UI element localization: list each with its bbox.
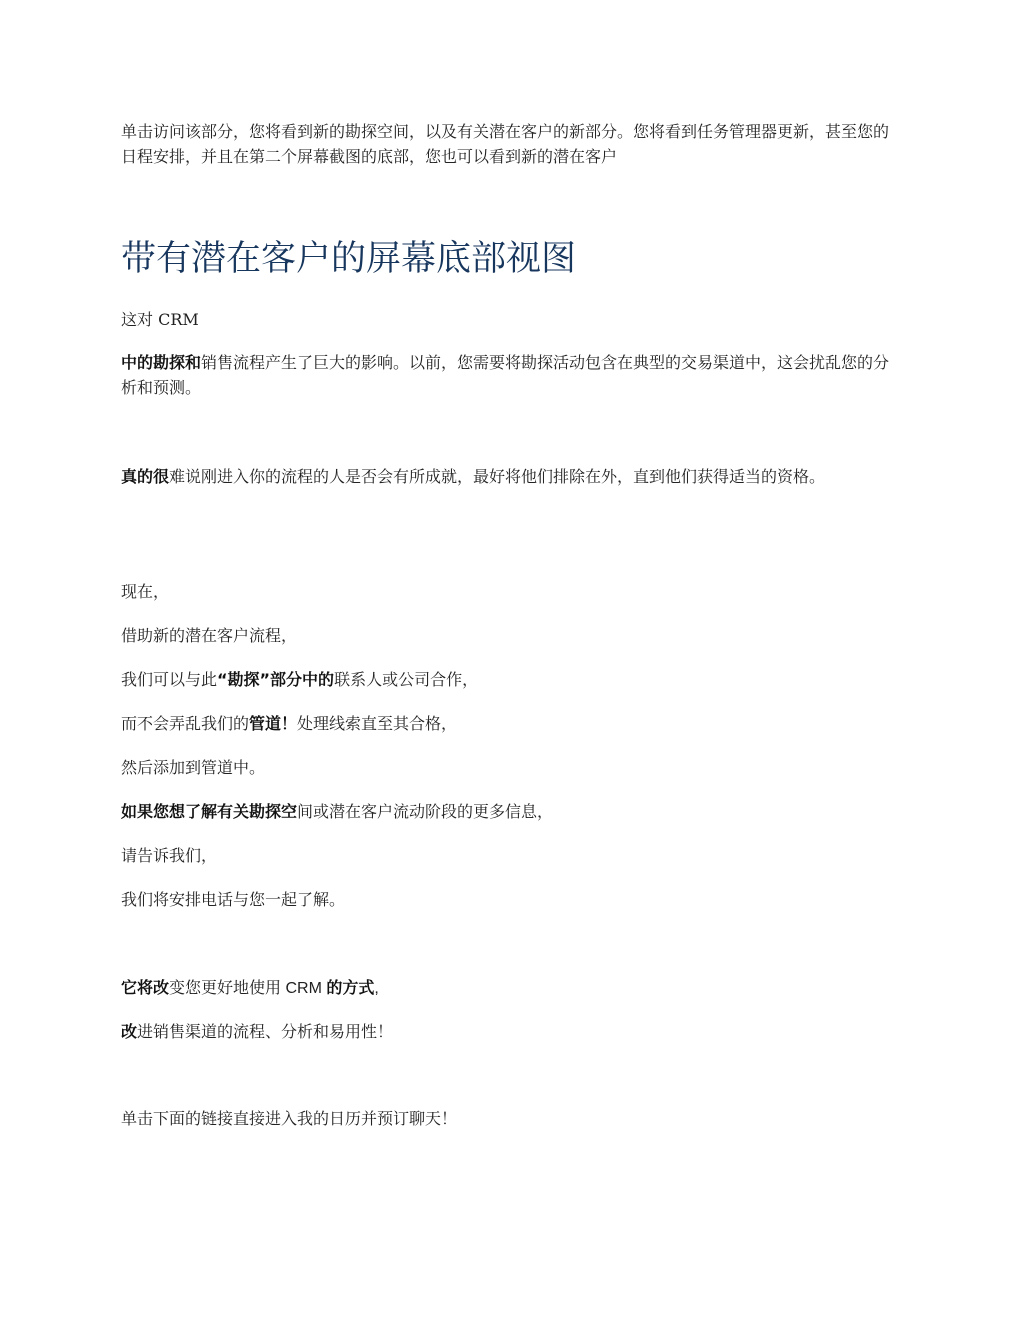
intro-text: 单击访问该部分，您将看到新的勘探空间，以及有关潜在客户的新部分。您将看到任务管理器更新，甚至您的日程安排，并且在第二个屏幕截图的底部，您也可以看到新的潜在客户 bbox=[121, 122, 890, 166]
body-text: 联系人或公司合作， bbox=[334, 670, 479, 689]
bold-text: 管道！ bbox=[249, 714, 298, 733]
paragraph-change-crm bbox=[121, 975, 897, 1001]
bold-text: 改 bbox=[121, 1022, 138, 1041]
body-text: 而不会弄乱我们的 bbox=[121, 714, 250, 733]
paragraph-crm bbox=[121, 307, 897, 332]
body-text: 单击下面的链接直接进入我的日历并预订聊天！ bbox=[121, 1109, 458, 1128]
paragraph-add-to-pipeline bbox=[121, 755, 897, 780]
bold-text: 中的勘探和 bbox=[121, 353, 202, 372]
body-text: 进销售渠道的流程、分析和易用性！ bbox=[137, 1022, 394, 1041]
paragraph-prospecting-section bbox=[121, 667, 897, 692]
paragraph-qualification bbox=[121, 464, 897, 489]
bold-text: 真的很 bbox=[121, 467, 170, 486]
body-text: 现在， bbox=[121, 582, 170, 601]
body-text: 借助新的潜在客户流程， bbox=[121, 626, 298, 645]
paragraph-tell-us bbox=[121, 843, 897, 868]
paragraph-new-process bbox=[121, 623, 897, 648]
paragraph-calendar-link bbox=[121, 1106, 897, 1131]
section-heading: 带有潜在客户的屏幕底部视图 bbox=[121, 239, 577, 279]
body-text: 间或潜在客户流动阶段的更多信息， bbox=[297, 802, 554, 821]
crm-text: 这对 CRM bbox=[121, 310, 199, 329]
body-text: 变您更好地使用 CRM bbox=[169, 980, 327, 997]
paragraph-improve bbox=[121, 1019, 897, 1044]
body-text: 然后添加到管道中。 bbox=[121, 758, 266, 777]
bold-text: 它将改 bbox=[121, 978, 170, 997]
body-text: , bbox=[374, 980, 379, 997]
paragraph-pipeline bbox=[121, 711, 897, 736]
bold-text: 的方式 bbox=[326, 978, 375, 997]
body-text: 我们可以与此 bbox=[121, 670, 218, 689]
body-text: 处理线索直至其合格， bbox=[297, 714, 458, 733]
bold-text: 如果您想了解有关勘探空 bbox=[121, 802, 298, 821]
body-text: 难说刚进入你的流程的人是否会有所成就，最好将他们排除在外，直到他们获得适当的资格。 bbox=[169, 467, 826, 486]
body-text: 销售流程产生了巨大的影响。以前，您需要将勘探活动包含在典型的交易渠道中，这会扰乱您的分析和预测。 bbox=[121, 353, 890, 397]
paragraph-learn-more bbox=[121, 799, 897, 824]
paragraph-prospecting-impact bbox=[121, 350, 897, 400]
body-text: 请告诉我们， bbox=[121, 846, 218, 865]
bold-text: “勘探”部分中的 bbox=[217, 670, 335, 689]
paragraph-schedule-call bbox=[121, 887, 897, 912]
intro-paragraph bbox=[121, 119, 897, 169]
paragraph-now bbox=[121, 579, 897, 604]
body-text: 我们将安排电话与您一起了解。 bbox=[121, 890, 346, 909]
